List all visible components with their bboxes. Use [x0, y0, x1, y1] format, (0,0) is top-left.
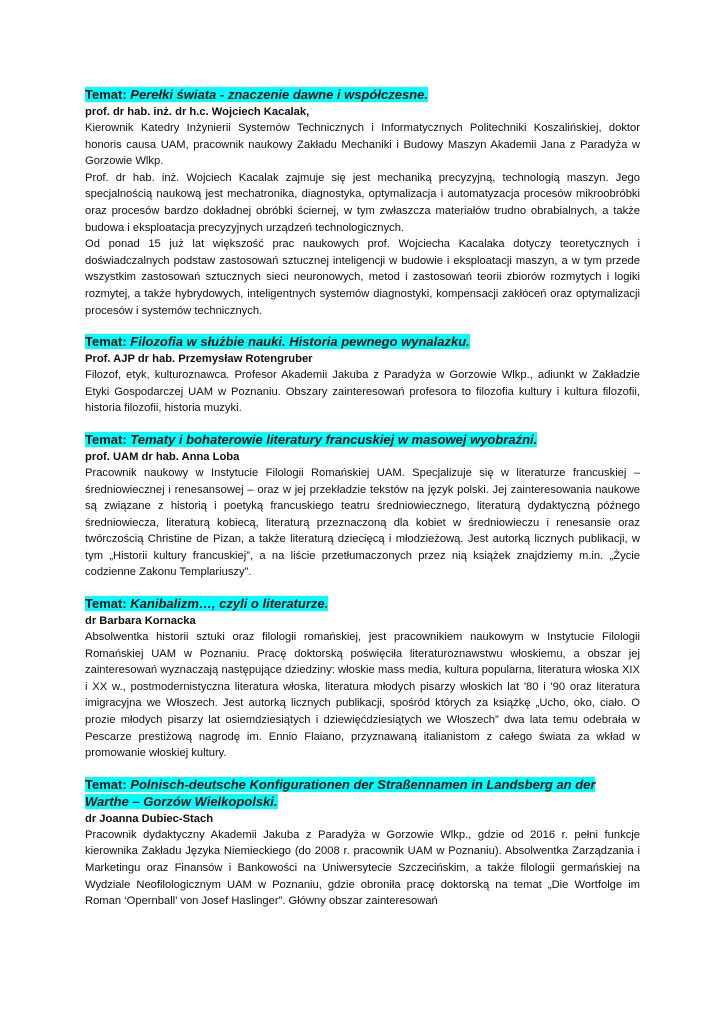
bio-paragraph: Filozof, etyk, kulturoznawca. Profesor Akademii Jakuba z Paradyża w Gorzowie Wlkp., adiunkt w Zakładzie Etyki Gospodarczej UAM w Poznaniu. Obszary zainteresowań profesora to filozofia kultury i kultura filozofii, historia filozofii, historia muzyki.	[85, 369, 640, 415]
bio-paragraph: Absolwentka historii sztuki oraz filologii romańskiej, jest pracownikiem naukowym w Instytucie Filologii Romańskiej UAM w Poznaniu. Pracę doktorską poświęciła literaturoznawstwu włoskiemu, a obszar jej zainteresowań wyznaczają następujące dziedziny: włoskie mass media, kultura popularna, literatura włoska XIX i XX w., postmodernistyczna literatura włoska, literatura młodych pisarzy włoskich lat '80 i '90 oraz literatura imigracyjna we Włoszech. Jest autorką licznych publikacji, spośród których za książkę „Ucho, oko, ciało. O prozie młodych pisarzy lat osiemdziesiątych i dziewięćdziesiątych we Włoszech” dwa lata temu odebrała w Pescarze prestiżową nagrodę im. Ennio Flaiano, przyznawaną italianistom z całego świata za wkład w promowanie włoskiej kultury.	[85, 631, 640, 760]
topic-label: Temat:	[85, 431, 127, 447]
topic-label: Temat:	[85, 596, 127, 612]
topic-heading	[85, 431, 640, 448]
topic-title: Kanibalizm…, czyli o literaturze.	[130, 596, 329, 612]
topic-title: Filozofia w służbie nauki. Historia pewnego wynalazku.	[130, 334, 470, 350]
author-name: prof. dr hab. inż. dr h.c. Wojciech Kacalak,	[85, 106, 310, 118]
lecture-section-1	[85, 86, 640, 319]
topic-heading	[85, 595, 640, 612]
bio-paragraph: Kierownik Katedry Inżynierii Systemów Technicznych i Informatycznych Politechniki Koszalińskiej, doktor honoris causa UAM, pracownik naukowy Zakładu Mechaniki i Budowy Maszyn Akademii Jana z Paradyża w Gorzowie Wlkp.	[85, 122, 640, 168]
lecture-section-4	[85, 595, 640, 762]
bio-paragraph: Prof. dr hab. inż. Wojciech Kacalak zajmuje się jest mechaniką precyzyjną, technologią maszyn. Jego specjalnością naukową jest mechatronika, diagnostyka, optymalizacja i automatyzacja procesów mikroobróbki oraz procesów bardzo dokładnej obróbki ściernej, w tym zwłaszcza materiałów trudno obrabialnych, a także budowa i eksploatacja precyzyjnych urządzeń technologicznych.	[85, 171, 640, 234]
author-name: dr Barbara Kornacka	[85, 615, 196, 628]
topic-heading	[85, 776, 640, 810]
lecture-section-2	[85, 333, 640, 417]
topic-highlight	[85, 777, 595, 809]
topic-label: Temat:	[85, 87, 127, 102]
bio-paragraph: Pracownik dydaktyczny Akademii Jakuba z Paradyża w Gorzowie Wlkp., gdzie od 2016 r. pełni funkcje kierownika Zakładu Języka Niemieckiego (do 2008 r. pracownik UAM w Poznaniu). Absolwentka Zarządzania i Marketingu oraz Finansów i Bankowości na Uniwersytecie Szczecińskim, a także filologii germańskiej na Wydziale Neofilologicznym UAM w Poznaniu, gdzie obroniła pracę doktorską na temat „Die Wortfolge im Roman ‘Opernball’ von Josef Haslinger”. Główny obszar zainteresowań	[85, 828, 640, 908]
lecture-section-5	[85, 776, 640, 910]
topic-heading	[85, 333, 640, 350]
lecture-section-3	[85, 431, 640, 581]
topic-title: Perełki świata - znaczenie dawne i współczesne.	[130, 87, 428, 102]
topic-label: Temat:	[85, 776, 127, 792]
bio-paragraph: Od ponad 15 już lat większość prac naukowych prof. Wojciecha Kacalaka dotyczy teoretycznych i doświadczalnych podstaw zastosowań sztucznej inteligencji w budowie i eksploatacji maszyn, a w tym przede wszystkim zastosowań sztucznych sieci neuronowych, metod i zastosowań teorii zbiorów rozmytych i logiki rozmytej, a także hybrydowych, inteligentnych systemów diagnostyki, kompensacji zakłóceń oraz optymalizacji procesów i systemów technicznych.	[85, 238, 640, 317]
topic-title: Tematy i bohaterowie literatury francuskiej w masowej wyobraźni.	[130, 431, 538, 447]
document-page	[85, 86, 640, 924]
author-name: Prof. AJP dr hab. Przemysław Rotengruber	[85, 353, 313, 366]
topic-highlight	[85, 334, 470, 349]
author-name: prof. UAM dr hab. Anna Loba	[85, 450, 240, 463]
topic-title: Polnisch-deutsche Konfigurationen der Straßennamen in Landsberg an der Warthe – Gorzów Wielkopolski.	[85, 776, 596, 809]
topic-highlight	[85, 87, 428, 102]
topic-highlight	[85, 432, 537, 447]
topic-heading	[85, 86, 640, 103]
bio-paragraph: Pracownik naukowy w Instytucie Filologii Romańskiej UAM. Specjalizuje się w literaturze francuskiej – średniowiecznej i renesansowej – oraz w jej przekładzie tekstów na język polski. Jej zainteresowania naukowe są związane z historią i poetyką francuskiego teatru średniowiecznego, literaturą dydaktyczną późnego średniowiecza, literaturą kobiecą, literaturą przeznaczoną dla kobiet w średniowieczu i renesansie oraz twórczością Christine de Pizan, a także literaturą dziecięcą i młodzieżową. Jest autorką licznych publikacji, w tym „Historii kultury francuskiej”, a na liście przetłumaczonych przez nią książek znajdziemy m.in. „Życie codzienne Zakonu Templariuszy”.	[85, 466, 640, 579]
topic-label: Temat:	[85, 334, 127, 350]
topic-highlight	[85, 596, 328, 611]
author-name: dr Joanna Dubiec-Stach	[85, 812, 214, 825]
